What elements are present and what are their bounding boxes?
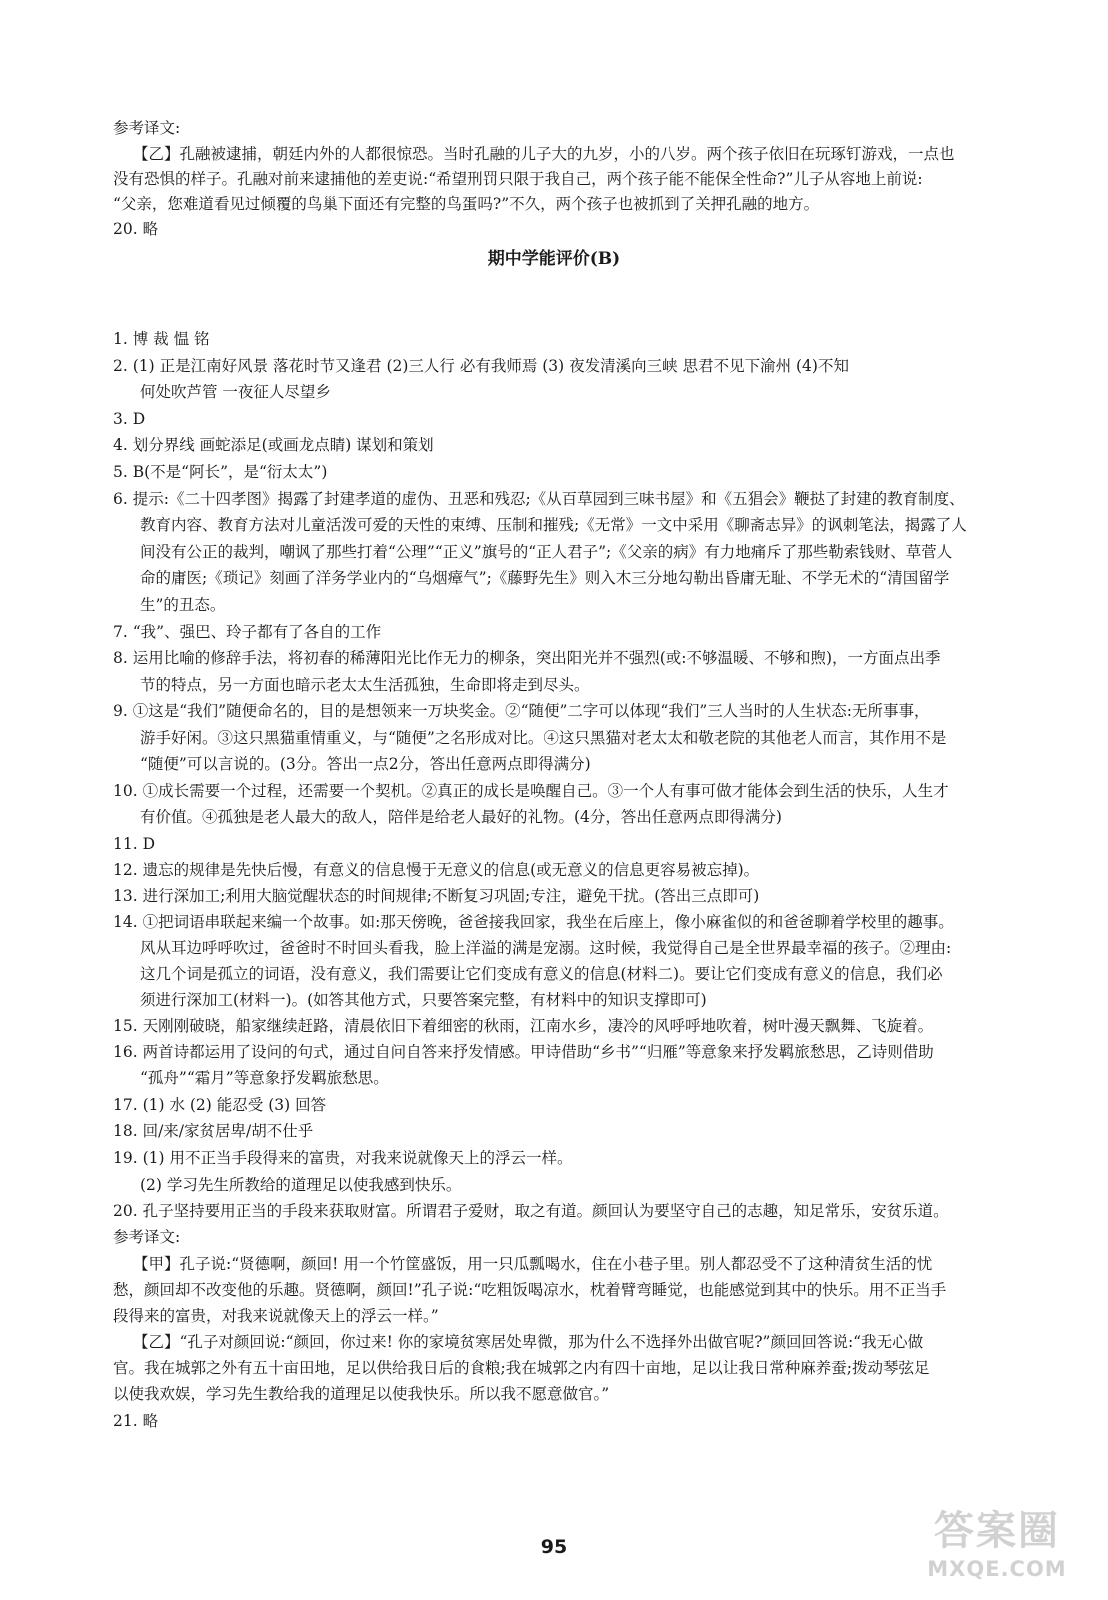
- answer-line: 须进行深加工(材料一)。(如答其他方式，只要答案完整，有材料中的知识支撑即可): [140, 991, 707, 1009]
- answer-line: 8. 运用比喻的修辞手法，将初春的稀薄阳光比作无力的柳条，突出阳光并不强烈(或:不够温暖、不够和煦)，一方面点出季: [113, 649, 941, 667]
- answer-line: 命的庸医;《琐记》刻画了洋务学业内的“乌烟瘴气”;《藤野先生》则入木三分地勾勒出昏庸无耻、不学无术的“清国留学: [140, 569, 950, 587]
- answer-line: 11. D: [113, 835, 156, 853]
- answer-line: 2. (1) 正是江南好风景 落花时节又逢君 (2)三人行 必有我师焉 (3) 夜发清溪向三峡 思君不见下渝州 (4)不知: [113, 357, 849, 375]
- watermark-logo: 答案圈: [934, 1508, 1060, 1554]
- translation-line: 官。我在城郭之外有五十亩田地，足以供给我日后的食粮;我在城郭之内有四十亩地，足以让我日常种麻养蚕;拨动琴弦足: [113, 1359, 930, 1377]
- translation-line: 以使我欢娱，学习先生教给我的道理足以使我快乐。所以我不愿意做官。”: [113, 1385, 610, 1403]
- answer-line: 间没有公正的裁判，嘲讽了那些打着“公理”“正义”旗号的“正人君子”;《父亲的病》有力地痛斥了那些勒索钱财、草菅人: [140, 543, 953, 561]
- answer-line: 12. 遗忘的规律是先快后慢，有意义的信息慢于无意义的信息(或无意义的信息更容易被忘掉)。: [113, 861, 760, 879]
- answer-line: 19. (1) 用不正当手段得来的富贵，对我来说就像天上的浮云一样。: [113, 1149, 573, 1167]
- answer-line: 有价值。④孤独是老人最大的敌人，陪伴是给老人最好的礼物。(4分，答出任意两点即得满分): [140, 808, 782, 826]
- answer-line: 节的特点，另一方面也暗示老太太生活孤独，生命即将走到尽头。: [140, 676, 590, 694]
- translation-line: “父亲，您难道看见过倾覆的鸟巢下面还有完整的鸟蛋吗?”不久，两个孩子也被抓到了关押孔融的地方。: [113, 195, 820, 213]
- translation-line: 【乙】“孔子对颜回说:“颜回，你过来! 你的家境贫寒居处卑微，那为什么不选择外出做官呢?”颜回回答说:“我无心做: [133, 1333, 924, 1351]
- answer-line: 9. ①这是“我们”随便命名的，目的是想领来一万块奖金。②“随便”二字可以体现“我们”三人当时的人生状态:无所事事，: [113, 702, 930, 720]
- answer-line: “随便”可以言说的。(3分。答出一点2分，答出任意两点即得满分): [140, 755, 591, 773]
- answer-line: 13. 进行深加工;利用大脑觉醒状态的时间规律;不断复习巩固;专注，避免干扰。(答出三点即可): [113, 887, 760, 905]
- answer-line: 游手好闲。③这只黑猫重情重义，与“随便”之名形成对比。④这只黑猫对老太太和敬老院的其他老人而言，其作用不是: [140, 729, 947, 747]
- translation-line: 【乙】孔融被逮捕，朝廷内外的人都很惊恐。当时孔融的儿子大的九岁，小的八岁。两个孩子依旧在玩琢钉游戏，一点也: [133, 145, 955, 163]
- answer-line: 生”的丑态。: [140, 596, 226, 614]
- answer-line: 10. ①成长需要一个过程，还需要一个契机。②真正的成长是唤醒自己。③一个人有事可做才能体会到生活的快乐，人生才: [113, 782, 949, 800]
- answer-line: 18. 回/来/家贫居卑/胡不仕乎: [113, 1122, 314, 1140]
- translation-line: 段得来的富贵，对我来说就像天上的浮云一样。”: [113, 1307, 439, 1325]
- answer-line: 5. B(不是“阿长”，是“衍太太”): [113, 463, 328, 481]
- answer-line: 这几个词是孤立的词语，没有意义，我们需要让它们变成有意义的信息(材料二)。要让它们变成有意义的信息，我们必: [140, 965, 943, 983]
- answer-line: 7. “我”、强巴、玲子都有了各自的工作: [113, 623, 382, 641]
- watermark: [902, 1506, 1092, 1592]
- translation-line: 没有恐惧的样子。孔融对前来逮捕他的差吏说:“希望刑罚只限于我自己，两个孩子能不能保全性命?”儿子从容地上前说:: [113, 170, 923, 188]
- page-number: 95: [540, 1536, 568, 1558]
- reference-translation-label: 参考译文:: [113, 119, 181, 137]
- answer-line: 1. 博 裁 愠 铭: [113, 330, 210, 348]
- answer-line: 21. 略: [113, 1412, 159, 1430]
- answer-line: 20. 孔子坚持要用正当的手段来获取财富。所谓君子爱财，取之有道。颜回认为要坚守自己的志趣，知足常乐，安贫乐道。: [113, 1202, 949, 1220]
- answer-line: 风从耳边呼呼吹过，爸爸时不时回头看我，脸上洋溢的满是宠溺。这时候，我觉得自己是全世界最幸福的孩子。②理由:: [140, 939, 952, 957]
- answer-line: 17. (1) 水 (2) 能忍受 (3) 回答: [113, 1096, 327, 1114]
- answer-line: 6. 提示:《二十四孝图》揭露了封建孝道的虚伪、丑恶和残忍;《从百草园到三味书屋》和《五猖会》鞭挞了封建的教育制度、: [113, 490, 965, 508]
- translation-line: 愁，颜回却不改变他的乐趣。贤德啊，颜回!”孔子说:“吃粗饭喝凉水，枕着臂弯睡觉，也能感觉到其中的快乐。用不正当手: [113, 1281, 947, 1299]
- answer-line: “孤舟”“霜月”等意象抒发羁旅愁思。: [140, 1069, 389, 1087]
- answer-line: (2) 学习先生所教给的道理足以使我感到快乐。: [140, 1176, 462, 1194]
- section-title: 期中学能评价(B): [487, 249, 621, 269]
- answer-line: 教育内容、教育方法对儿童活泼可爱的天性的束缚、压制和摧残;《无常》一文中采用《聊斋志异》的讽刺笔法，揭露了人: [140, 516, 967, 534]
- reference-translation-label: 参考译文:: [113, 1228, 181, 1246]
- answer-line: 3. D: [113, 410, 146, 428]
- answer-line: 16. 两首诗都运用了设问的句式，通过自问自答来抒发情感。甲诗借助“乡书”“归雁”等意象来抒发羁旅愁思，乙诗则借助: [113, 1043, 934, 1061]
- answer-line: 15. 天刚刚破晓，船家继续赶路，清晨依旧下着细密的秋雨，江南水乡，凄冷的风呼呼地吹着，树叶漫天飘舞、飞旋着。: [113, 1017, 934, 1035]
- answer-line: 4. 划分界线 画蛇添足(或画龙点睛) 谋划和策划: [113, 436, 434, 454]
- watermark-url: MXQE.COM: [927, 1557, 1067, 1581]
- answer-line: 14. ①把词语串联起来编一个故事。如:那天傍晚，爸爸接我回家，我坐在后座上，像小麻雀似的和爸爸聊着学校里的趣事。: [113, 913, 954, 931]
- translation-line: 【甲】孔子说:“贤德啊，颜回! 用一个竹筐盛饭，用一只瓜瓢喝水，住在小巷子里。别人都忍受不了这种清贫生活的忧: [133, 1255, 933, 1273]
- answer-line: 20. 略: [113, 220, 159, 238]
- answer-line: 何处吹芦管 一夜征人尽望乡: [140, 383, 331, 401]
